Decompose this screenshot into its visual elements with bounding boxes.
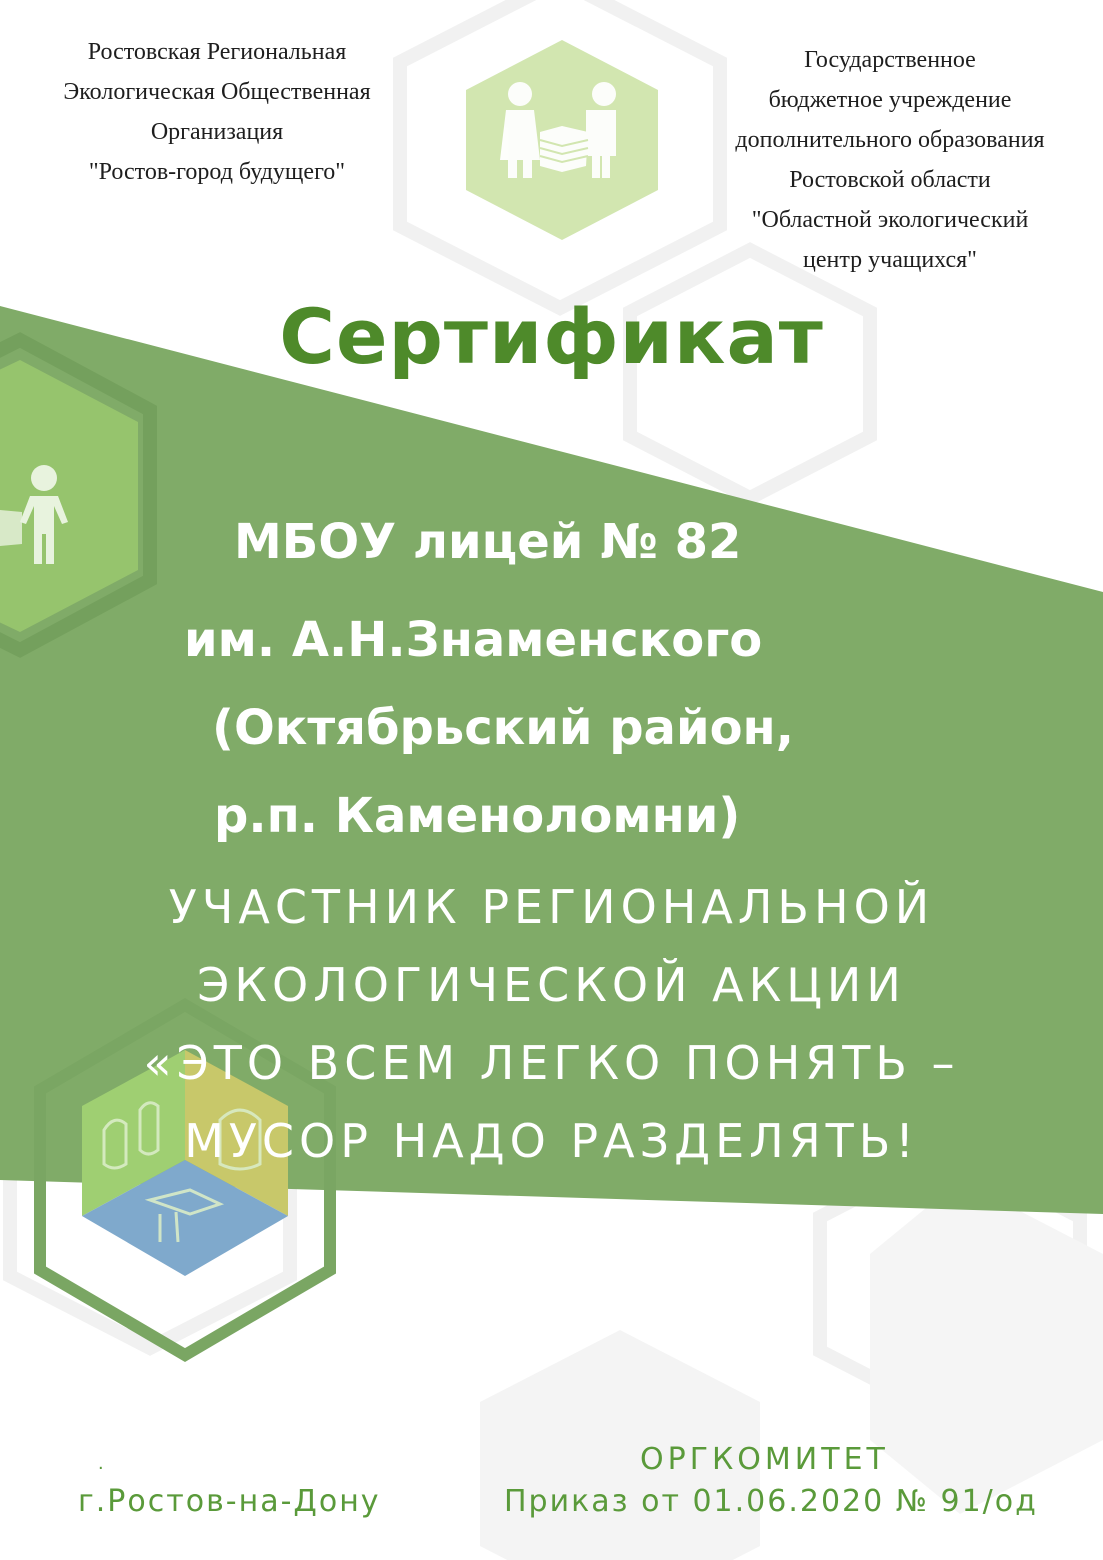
certificate-title: Сертификат: [279, 292, 824, 381]
right-org-line: "Областной экологический: [751, 207, 1029, 233]
footer-city: г.Ростов-на-Дону: [78, 1484, 381, 1519]
left-organization-name: [12, 32, 422, 192]
participant-text: [0, 868, 1103, 1180]
left-org-line: Организация: [150, 119, 284, 145]
participant-line: МУСОР НАДО РАЗДЕЛЯТЬ!: [184, 1114, 919, 1168]
left-org-line: "Ростов-город будущего": [88, 159, 346, 185]
school-name-line: (Октябрьский район,: [212, 700, 794, 756]
participant-line: УЧАСТНИК РЕГИОНАЛЬНОЙ: [168, 880, 935, 934]
background-hexagon-right: [870, 1180, 1103, 1514]
left-org-line: Ростовская Региональная: [87, 39, 347, 65]
right-org-line: Ростовской области: [789, 167, 991, 193]
right-org-line: Государственное: [804, 47, 976, 73]
footer-orgcommittee: ОРГКОМИТЕТ: [640, 1442, 889, 1477]
participant-line: «ЭТО ВСЕМ ЛЕГКО ПОНЯТЬ –: [143, 1036, 960, 1090]
right-organization-name: [680, 40, 1100, 280]
right-org-line: дополнительного образования: [735, 127, 1045, 153]
participant-line: ЭКОЛОГИЧЕСКОЙ АКЦИИ: [197, 958, 906, 1012]
right-org-line: бюджетное учреждение: [768, 87, 1012, 113]
school-name-line: р.п. Каменоломни): [214, 788, 741, 844]
left-org-line: Экологическая Общественная: [63, 79, 371, 105]
right-org-line: центр учащихся": [803, 247, 977, 273]
school-name-line: им. А.Н.Знаменского: [184, 612, 763, 668]
footer-dot: .: [98, 1452, 104, 1474]
school-name-line: МБОУ лицей № 82: [234, 514, 742, 570]
footer-order: Приказ от 01.06.2020 № 91/од: [504, 1484, 1038, 1519]
